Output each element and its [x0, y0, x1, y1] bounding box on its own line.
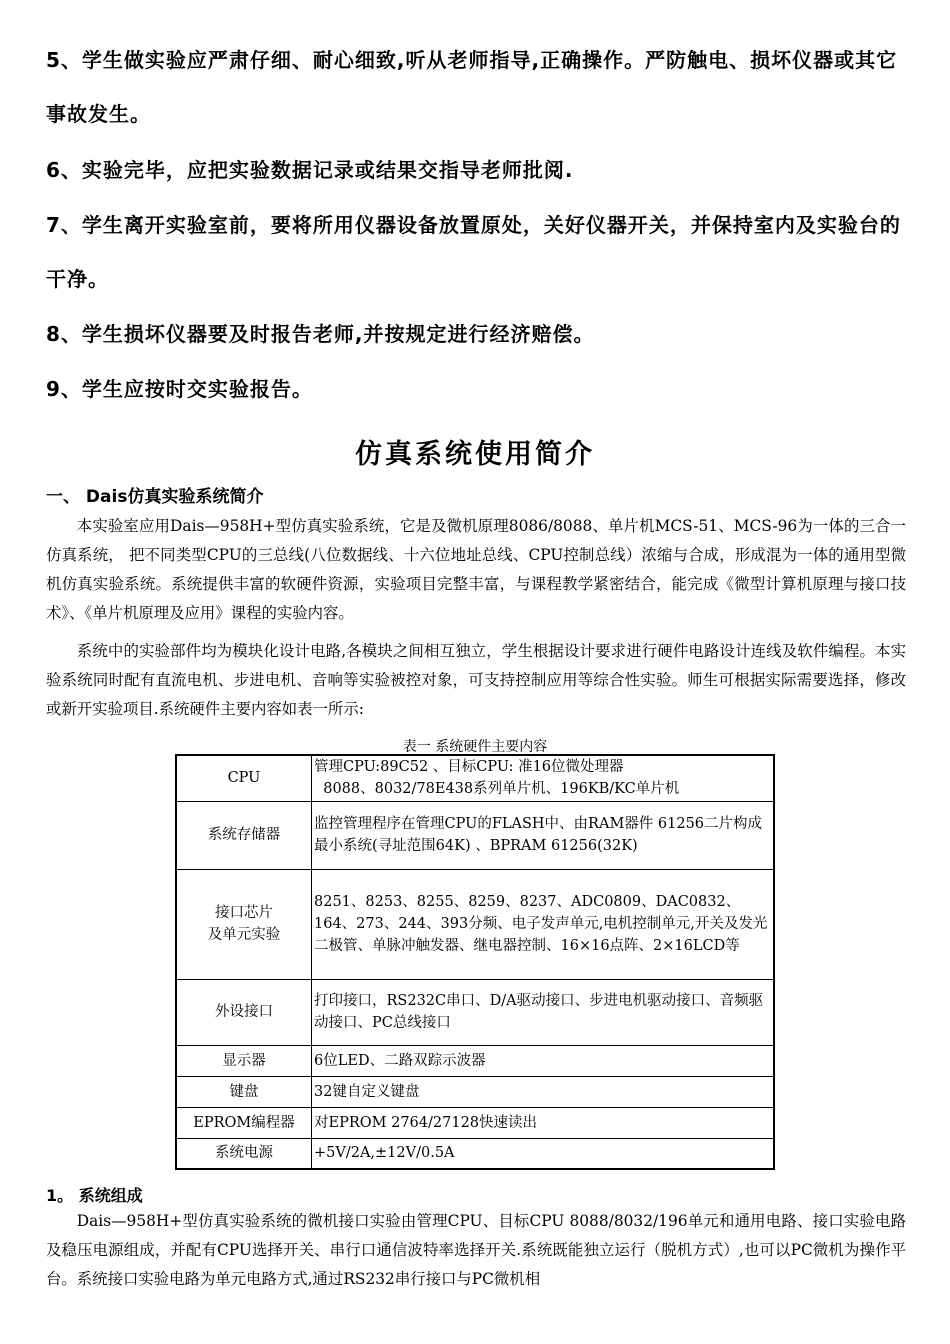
table-value: 6位LED、二路双踪示波器 [312, 1045, 775, 1076]
section-heading-composition: 1。 系统组成 [46, 1186, 143, 1205]
rule-5: 5、学生做实验应严肃仔细、耐心细致,听从老师指导,正确操作。严防触电、损坏仪器或其它事故发生。 [46, 48, 898, 126]
table-key: EPROM编程器 [176, 1107, 312, 1138]
table-row [176, 1045, 774, 1076]
table-row [176, 801, 774, 869]
table-key: 外设接口 [176, 979, 312, 1045]
page-title: 仿真系统使用简介 [355, 439, 595, 470]
intro-paragraph: 本实验室应用Dais—958H+型仿真实验系统，它是及微机原理8086/8088、单片机MCS-51、MCS-96为一体的三合一仿真系统， 把不同类型CPU的三总线(八位数据线、十六位地址总线、CPU控制总线）浓缩与合成，形成混为一体的通用型微机仿真实验系统。系统提供丰富的软硬件资源，实验项目完整丰富，与课程教学紧密结合，能完成《微型计算机原理与接口技术》、《单片机原理及应用》课程的实验内容。 [46, 517, 906, 622]
table-value: 8251、8253、8255、8259、8237、ADC0809、DAC0832、164、273、244、393分频、电子发声单元,电机控制单元,开关及发光二极管、单脉冲触发器、继电器控制、16×16点阵、2×16LCD等 [312, 869, 775, 979]
table-value: 监控管理程序在管理CPU的FLASH中、由RAM器件 61256二片构成最小系统(寻址范围64K) 、BPRAM 61256(32K) [312, 801, 775, 869]
table-value: +5V/2A,±12V/0.5A [312, 1138, 775, 1169]
table-key: 系统存储器 [176, 801, 312, 869]
table-value: 打印接口，RS232C串口、D/A驱动接口、步进电机驱动接口、音频驱动接口、PC总线接口 [312, 979, 775, 1045]
table-value: 管理CPU:89C52 、目标CPU: 准16位微处理器 8088、8032/78E438系列单片机、196KB/KC单片机 [312, 755, 775, 801]
table-key: CPU [176, 755, 312, 801]
hardware-table [175, 754, 775, 1170]
table-key: 系统电源 [176, 1138, 312, 1169]
composition-paragraph: Dais—958H+型仿真实验系统的微机接口实验由管理CPU、目标CPU 8088/8032/196单元和通用电路、接口实验电路及稳压电源组成，并配有CPU选择开关、串行口通信波特率选择开关.系统既能独立运行（脱机方式）,也可以PC微机为操作平台。系统接口实验电路为单元电路方式,通过RS232串行接口与PC微机相 [46, 1212, 906, 1288]
rule-8: 8、学生损坏仪器要及时报告老师,并按规定进行经济赔偿。 [46, 322, 595, 346]
table-row [176, 869, 774, 979]
table-key: 接口芯片 及单元实验 [176, 869, 312, 979]
table-row [176, 755, 774, 801]
table-row [176, 1138, 774, 1169]
table-value: 对EPROM 2764/27128快速读出 [312, 1107, 775, 1138]
rule-6: 6、实验完毕，应把实验数据记录或结果交指导老师批阅. [46, 158, 574, 182]
table-row [176, 1076, 774, 1107]
table-caption: 表一 系统硬件主要内容 [402, 739, 548, 755]
table-key: 显示器 [176, 1045, 312, 1076]
section-heading-dais: 一、 Dais仿真实验系统简介 [46, 487, 264, 507]
rule-9: 9、学生应按时交实验报告。 [46, 377, 313, 401]
table-row [176, 1107, 774, 1138]
modules-paragraph: 系统中的实验部件均为模块化设计电路,各模块之间相互独立，学生根据设计要求进行硬件电路设计连线及软件编程。本实验系统同时配有直流电机、步进电机、音响等实验被控对象，可支持控制应用等综合性实验。师生可根据实际需要选择，修改或新开实验项目.系统硬件主要内容如表一所示: [46, 642, 906, 718]
table-value: 32键自定义键盘 [312, 1076, 775, 1107]
rule-7: 7、学生离开实验室前，要将所用仪器设备放置原处，关好仪器开关，并保持室内及实验台的干净。 [46, 213, 901, 291]
table-key: 键盘 [176, 1076, 312, 1107]
table-row [176, 979, 774, 1045]
